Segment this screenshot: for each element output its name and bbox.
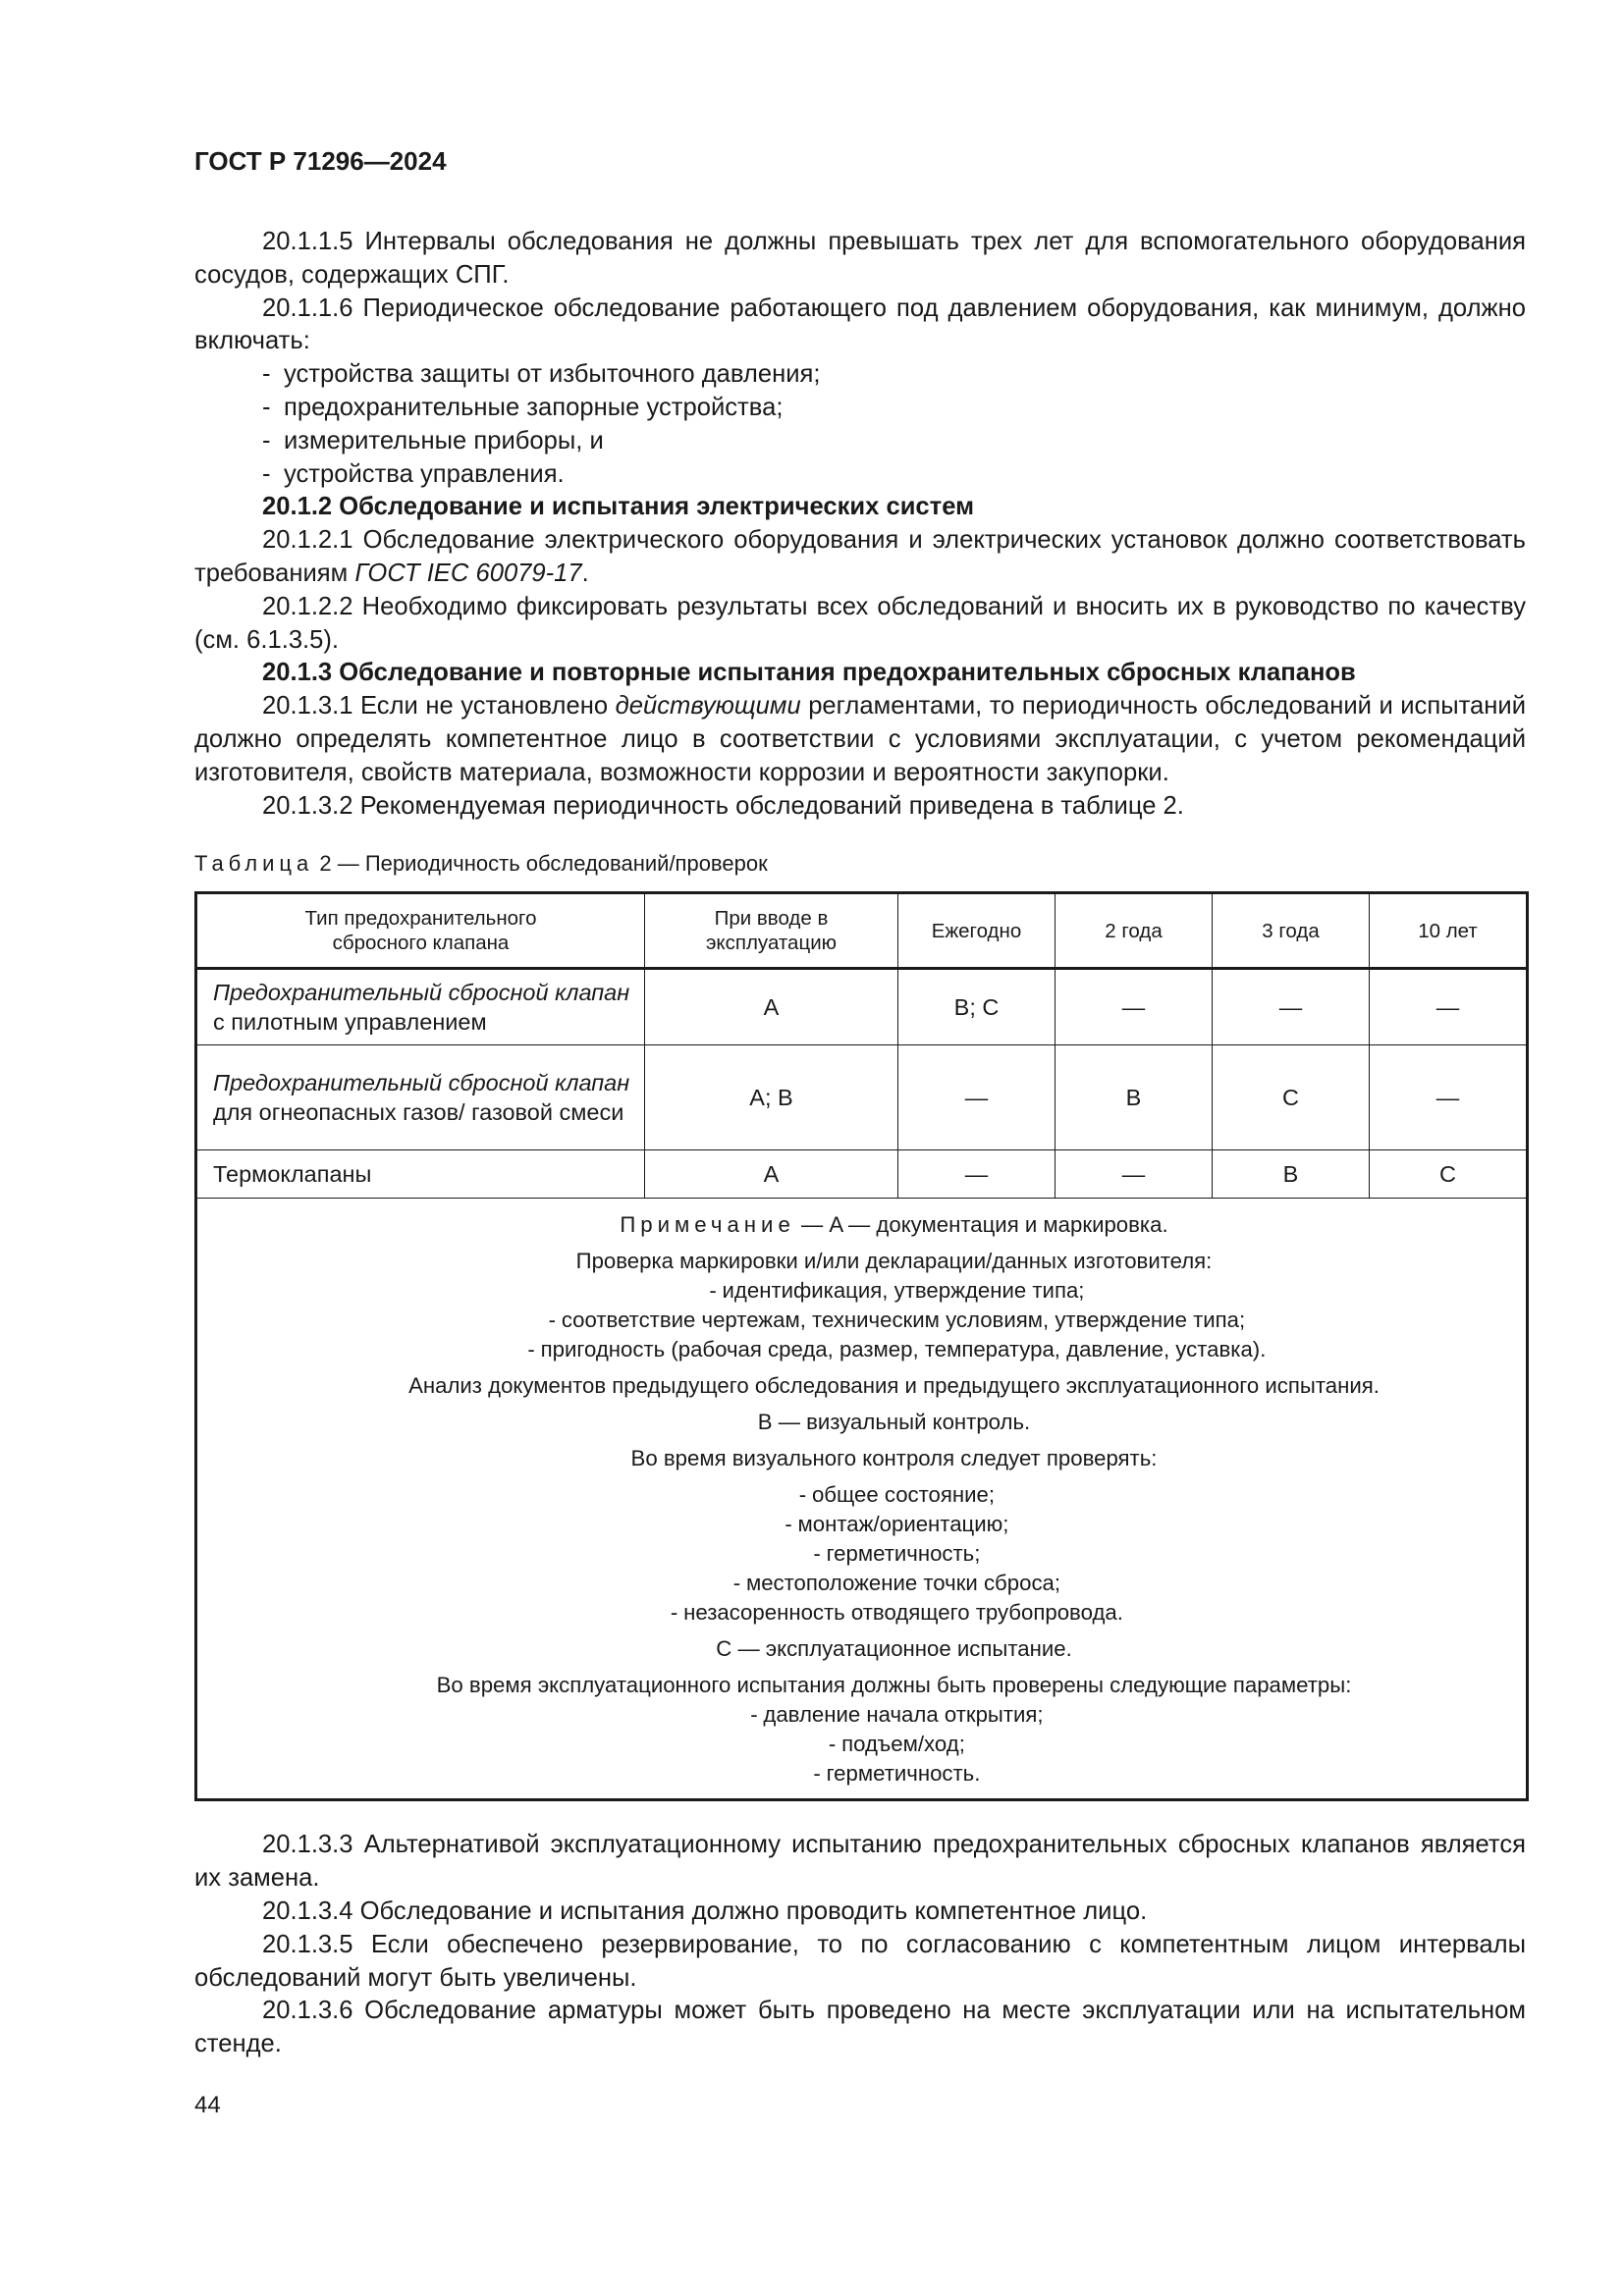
valve-type-cell: Предохранительный сбросной клапан для огнеопасных газов/ газовой смеси	[196, 1045, 645, 1150]
heading-20-1-2: 20.1.2 Обследование и испытания электрических систем	[262, 493, 975, 521]
paragraph-20-1-3-3: 20.1.3.3 Альтернативой эксплуатационному испытанию предохранительных сбросных клапанов является их замена.	[194, 1831, 1526, 1893]
paragraph-20-1-3-5: 20.1.3.5 Если обеспечено резервирование, то по согласованию с компетентным лицом интервалы обследований могут быть увеличены.	[194, 1930, 1526, 1992]
note-list-item: - идентификация, утверждение типа;	[709, 1278, 1085, 1304]
table-cell: —	[1056, 969, 1213, 1045]
paragraph-20-1-3-2: 20.1.3.2 Рекомендуемая периодичность обследований приведена в таблице 2.	[262, 791, 1184, 820]
column-header: 3 года	[1213, 893, 1370, 969]
column-header: 10 лет	[1370, 893, 1528, 969]
note-list-item: - герметичность.	[813, 1761, 981, 1787]
valve-type-cell: Термоклапаны	[196, 1150, 645, 1199]
table-row	[196, 969, 1528, 1045]
table-cell: B	[1056, 1045, 1213, 1150]
table-cell: A	[645, 969, 898, 1045]
valve-type-cell: Предохранительный сбросной клапан с пилотным управлением	[196, 969, 645, 1045]
paragraph-20-1-1-5: 20.1.1.5 Интервалы обследования не должны превышать трех лет для вспомогательного оборудования сосудов, содержащих СПГ.	[194, 228, 1526, 289]
table-cell: A	[645, 1150, 898, 1199]
note-list-item: - монтаж/ориентацию;	[785, 1512, 1009, 1537]
note-c-intro: C — эксплуатационное испытание.	[716, 1636, 1072, 1662]
note-list-item: - местоположение точки сброса;	[732, 1571, 1061, 1596]
note-list-item: - подъем/ход;	[828, 1732, 965, 1757]
table-cell: —	[1370, 969, 1528, 1045]
list-item: - устройства управления.	[262, 459, 565, 488]
table-notes-row	[196, 1199, 1528, 1800]
note-line: Во время визуального контроля следует проверять:	[630, 1446, 1158, 1471]
table-cell: —	[898, 1150, 1056, 1199]
column-header: Тип предохранительного сбросного клапана	[196, 893, 645, 969]
table-row	[196, 1045, 1528, 1150]
note-line: Во время эксплуатационного испытания должны быть проверены следующие параметры:	[436, 1673, 1352, 1698]
list-item: - устройства защиты от избыточного давления;	[262, 360, 821, 389]
document-page	[194, 145, 1526, 2061]
note-list-item: - соответствие чертежам, техническим условиям, утверждение типа;	[548, 1308, 1246, 1333]
paragraph-20-1-3-6: 20.1.3.6 Обследование арматуры может быть проведено на месте эксплуатации или на испытательном стенде.	[194, 1997, 1526, 2058]
inspection-interval-table	[194, 891, 1529, 1801]
paragraph-20-1-3-1: 20.1.3.1 Если не установлено действующими регламентами, то периодичность обследований и испытаний должно определять компетентное лицо в соответствии с условиями эксплуатации, с учетом рекомендаций изготовителя, свойств материала, возможности коррозии и вероятности закупорки.	[194, 692, 1526, 786]
note-line: Проверка маркировки и/или декларации/данных изготовителя:	[575, 1249, 1213, 1274]
table-cell: A; B	[645, 1045, 898, 1150]
note-list-item: - общее состояние;	[798, 1482, 996, 1508]
table-cell: B; C	[898, 969, 1056, 1045]
table-cell: —	[1370, 1045, 1528, 1150]
page-number: 44	[194, 2092, 221, 2118]
list-item: - предохранительные запорные устройства;	[262, 393, 784, 421]
table-row	[196, 1150, 1528, 1199]
note-a-intro: Примечание — A — документация и маркировка.	[620, 1212, 1168, 1238]
paragraph-20-1-3-4: 20.1.3.4 Обследование и испытания должно проводить компетентное лицо.	[262, 1896, 1148, 1925]
note-b-intro: B — визуальный контроль.	[757, 1410, 1031, 1435]
standard-reference: ГОСТ IEC 60079-17	[354, 559, 582, 587]
paragraph-20-1-2-1: 20.1.2.1 Обследование электрического оборудования и электрических установок должно соответствовать требованиям ГОСТ IEC 60079-17.	[194, 526, 1526, 587]
table-caption: Таблица 2 — Периодичность обследований/проверок	[194, 851, 768, 877]
table-cell: C	[1213, 1045, 1370, 1150]
column-header: Ежегодно	[898, 893, 1056, 969]
note-list-item: - незасоренность отводящего трубопровода.	[670, 1600, 1123, 1626]
note-list-item: - пригодность (рабочая среда, размер, температура, давление, уставка).	[527, 1337, 1267, 1362]
table-notes	[196, 1199, 1528, 1800]
note-line: Анализ документов предыдущего обследования и предыдущего эксплуатационного испытания.	[408, 1373, 1380, 1399]
table-cell: —	[1213, 969, 1370, 1045]
table-cell: —	[1056, 1150, 1213, 1199]
note-list-item: - давление начала открытия;	[750, 1702, 1044, 1728]
paragraph-20-1-2-2: 20.1.2.2 Необходимо фиксировать результаты всех обследований и вносить их в руководство по качеству (см. 6.1.3.5).	[194, 592, 1526, 654]
table-cell: B	[1213, 1150, 1370, 1199]
table-cell: C	[1370, 1150, 1528, 1199]
table-header-row	[196, 893, 1528, 969]
heading-20-1-3: 20.1.3 Обследование и повторные испытания предохранительных сбросных клапанов	[262, 659, 1356, 687]
document-code: ГОСТ Р 71296—2024	[194, 146, 447, 176]
column-header: 2 года	[1056, 893, 1213, 969]
table-cell: —	[898, 1045, 1056, 1150]
note-list-item: - герметичность;	[813, 1541, 981, 1567]
paragraph-20-1-1-6: 20.1.1.6 Периодическое обследование работающего под давлением оборудования, как минимум, должно включать:	[194, 294, 1526, 355]
column-header: При вводе в эксплуатацию	[645, 893, 898, 969]
list-item: - измерительные приборы, и	[262, 426, 604, 454]
